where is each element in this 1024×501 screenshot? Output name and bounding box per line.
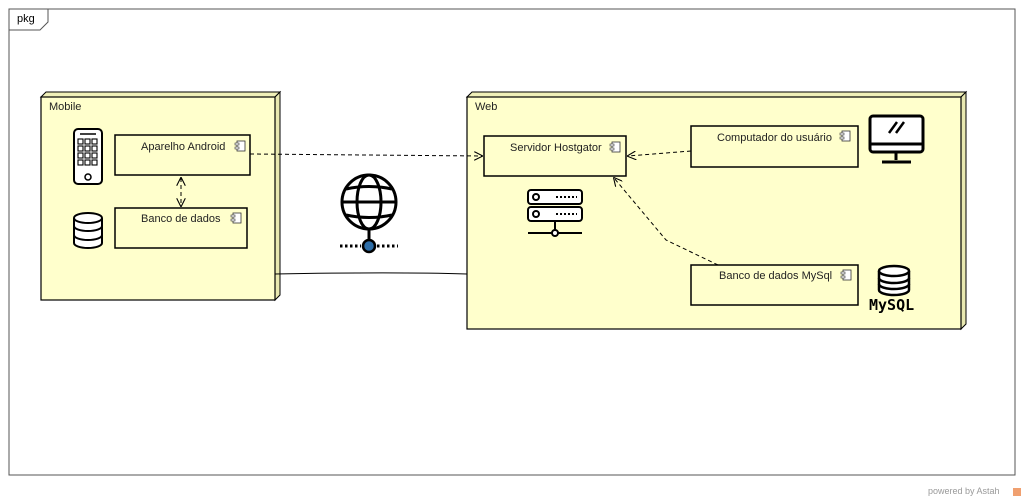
mysql-db-label: Banco de dados MySql [719, 270, 833, 282]
android-label: Aparelho Android [141, 141, 226, 153]
mysql-logo-text: MySQL [869, 296, 915, 314]
astah-logo-icon [1013, 488, 1021, 496]
mobile-node-title: Mobile [49, 101, 82, 113]
server-label: Servidor Hostgator [510, 142, 602, 154]
package-frame-label: pkg [17, 13, 35, 25]
smartphone-icon [74, 129, 102, 184]
mysql-database-icon [879, 266, 909, 295]
database-icon [74, 213, 102, 248]
web-node-title: Web [475, 101, 498, 113]
computer-label: Computador do usuário [717, 132, 832, 144]
mobile-node[interactable] [41, 92, 280, 300]
mobile-db-label: Banco de dados [141, 213, 221, 225]
watermark-text: powered by Astah [928, 486, 1000, 496]
